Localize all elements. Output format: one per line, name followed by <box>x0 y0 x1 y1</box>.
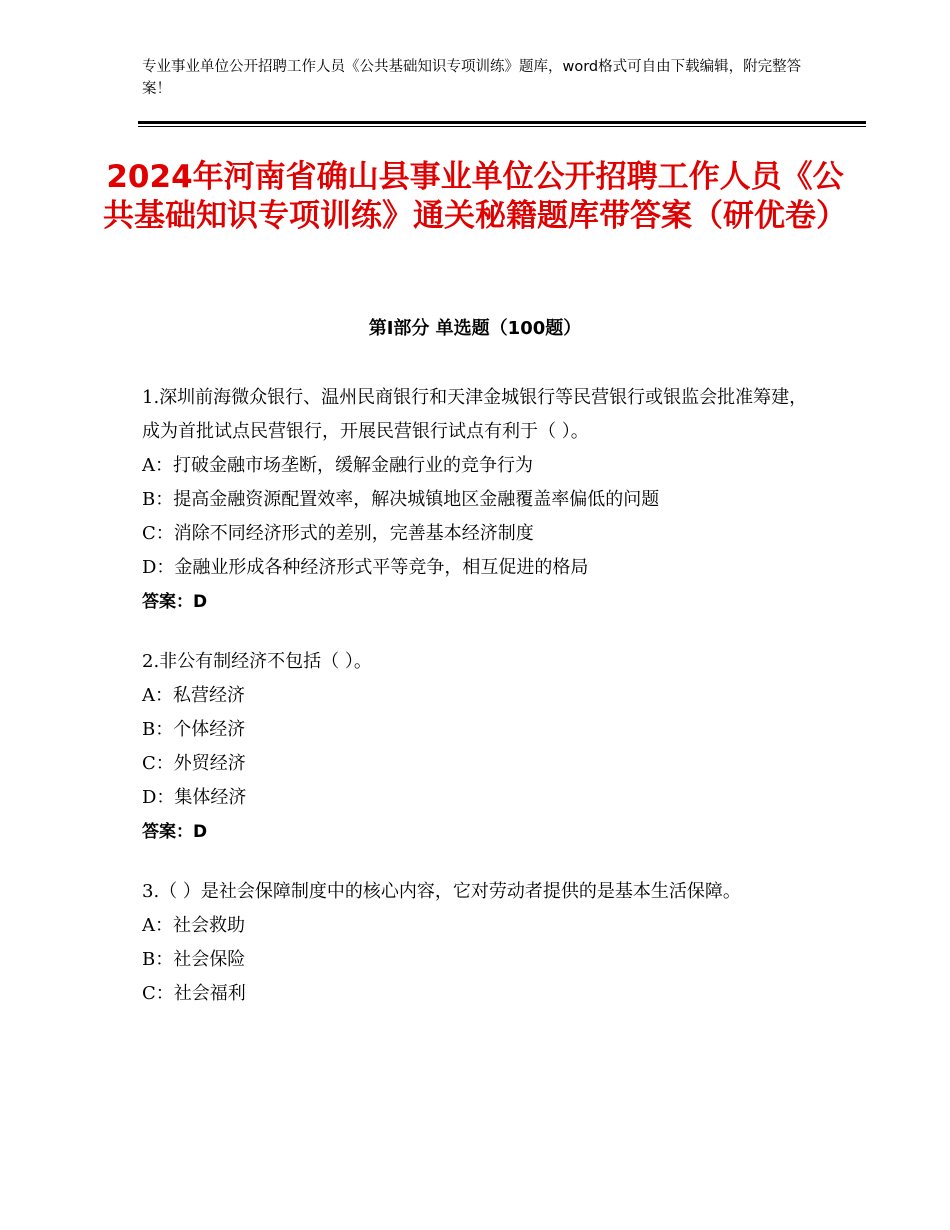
question-text: 1.深圳前海微众银行、温州民商银行和天津金城银行等民营银行或银监会批准筹建，成为首批试点民营银行，开展民营银行试点有利于（ ）。 <box>142 387 808 442</box>
option-c: C：社会福利 <box>142 983 246 1004</box>
option-b: B：提高金融资源配置效率，解决城镇地区金融覆盖率偏低的问题 <box>142 489 660 510</box>
question-2 <box>142 645 822 849</box>
document-title: 2024年河南省确山县事业单位公开招聘工作人员《公共基础知识专项训练》通关秘籍题库带答案（研优卷） <box>103 159 847 234</box>
option-a: A：私营经济 <box>142 685 245 706</box>
option-c: C：外贸经济 <box>142 753 246 774</box>
question-text: 3.（ ）是社会保障制度中的核心内容，它对劳动者提供的是基本生活保障。 <box>142 881 741 902</box>
header-note: 专业事业单位公开招聘工作人员《公共基础知识专项训练》题库，word格式可自由下载编辑，附完整答案！ <box>142 59 802 97</box>
header-rule-thin <box>138 126 866 127</box>
answer: 答案：D <box>142 592 208 612</box>
option-d: D：集体经济 <box>142 787 247 808</box>
option-b: B：个体经济 <box>142 719 246 740</box>
question-1 <box>142 381 822 619</box>
option-d: D：金融业形成各种经济形式平等竞争，相互促进的格局 <box>142 557 589 578</box>
question-list <box>142 381 822 1037</box>
option-a: A：社会救助 <box>142 915 245 936</box>
header-rule-thick <box>138 121 866 124</box>
question-3 <box>142 875 822 1011</box>
question-text: 2.非公有制经济不包括（ ）。 <box>142 651 372 672</box>
option-a: A：打破金融市场垄断，缓解金融行业的竞争行为 <box>142 455 533 476</box>
answer: 答案：D <box>142 822 208 842</box>
option-c: C：消除不同经济形式的差别，完善基本经济制度 <box>142 523 534 544</box>
section-title: 第Ⅰ部分 单选题（100题） <box>368 318 582 339</box>
option-b: B：社会保险 <box>142 949 246 970</box>
